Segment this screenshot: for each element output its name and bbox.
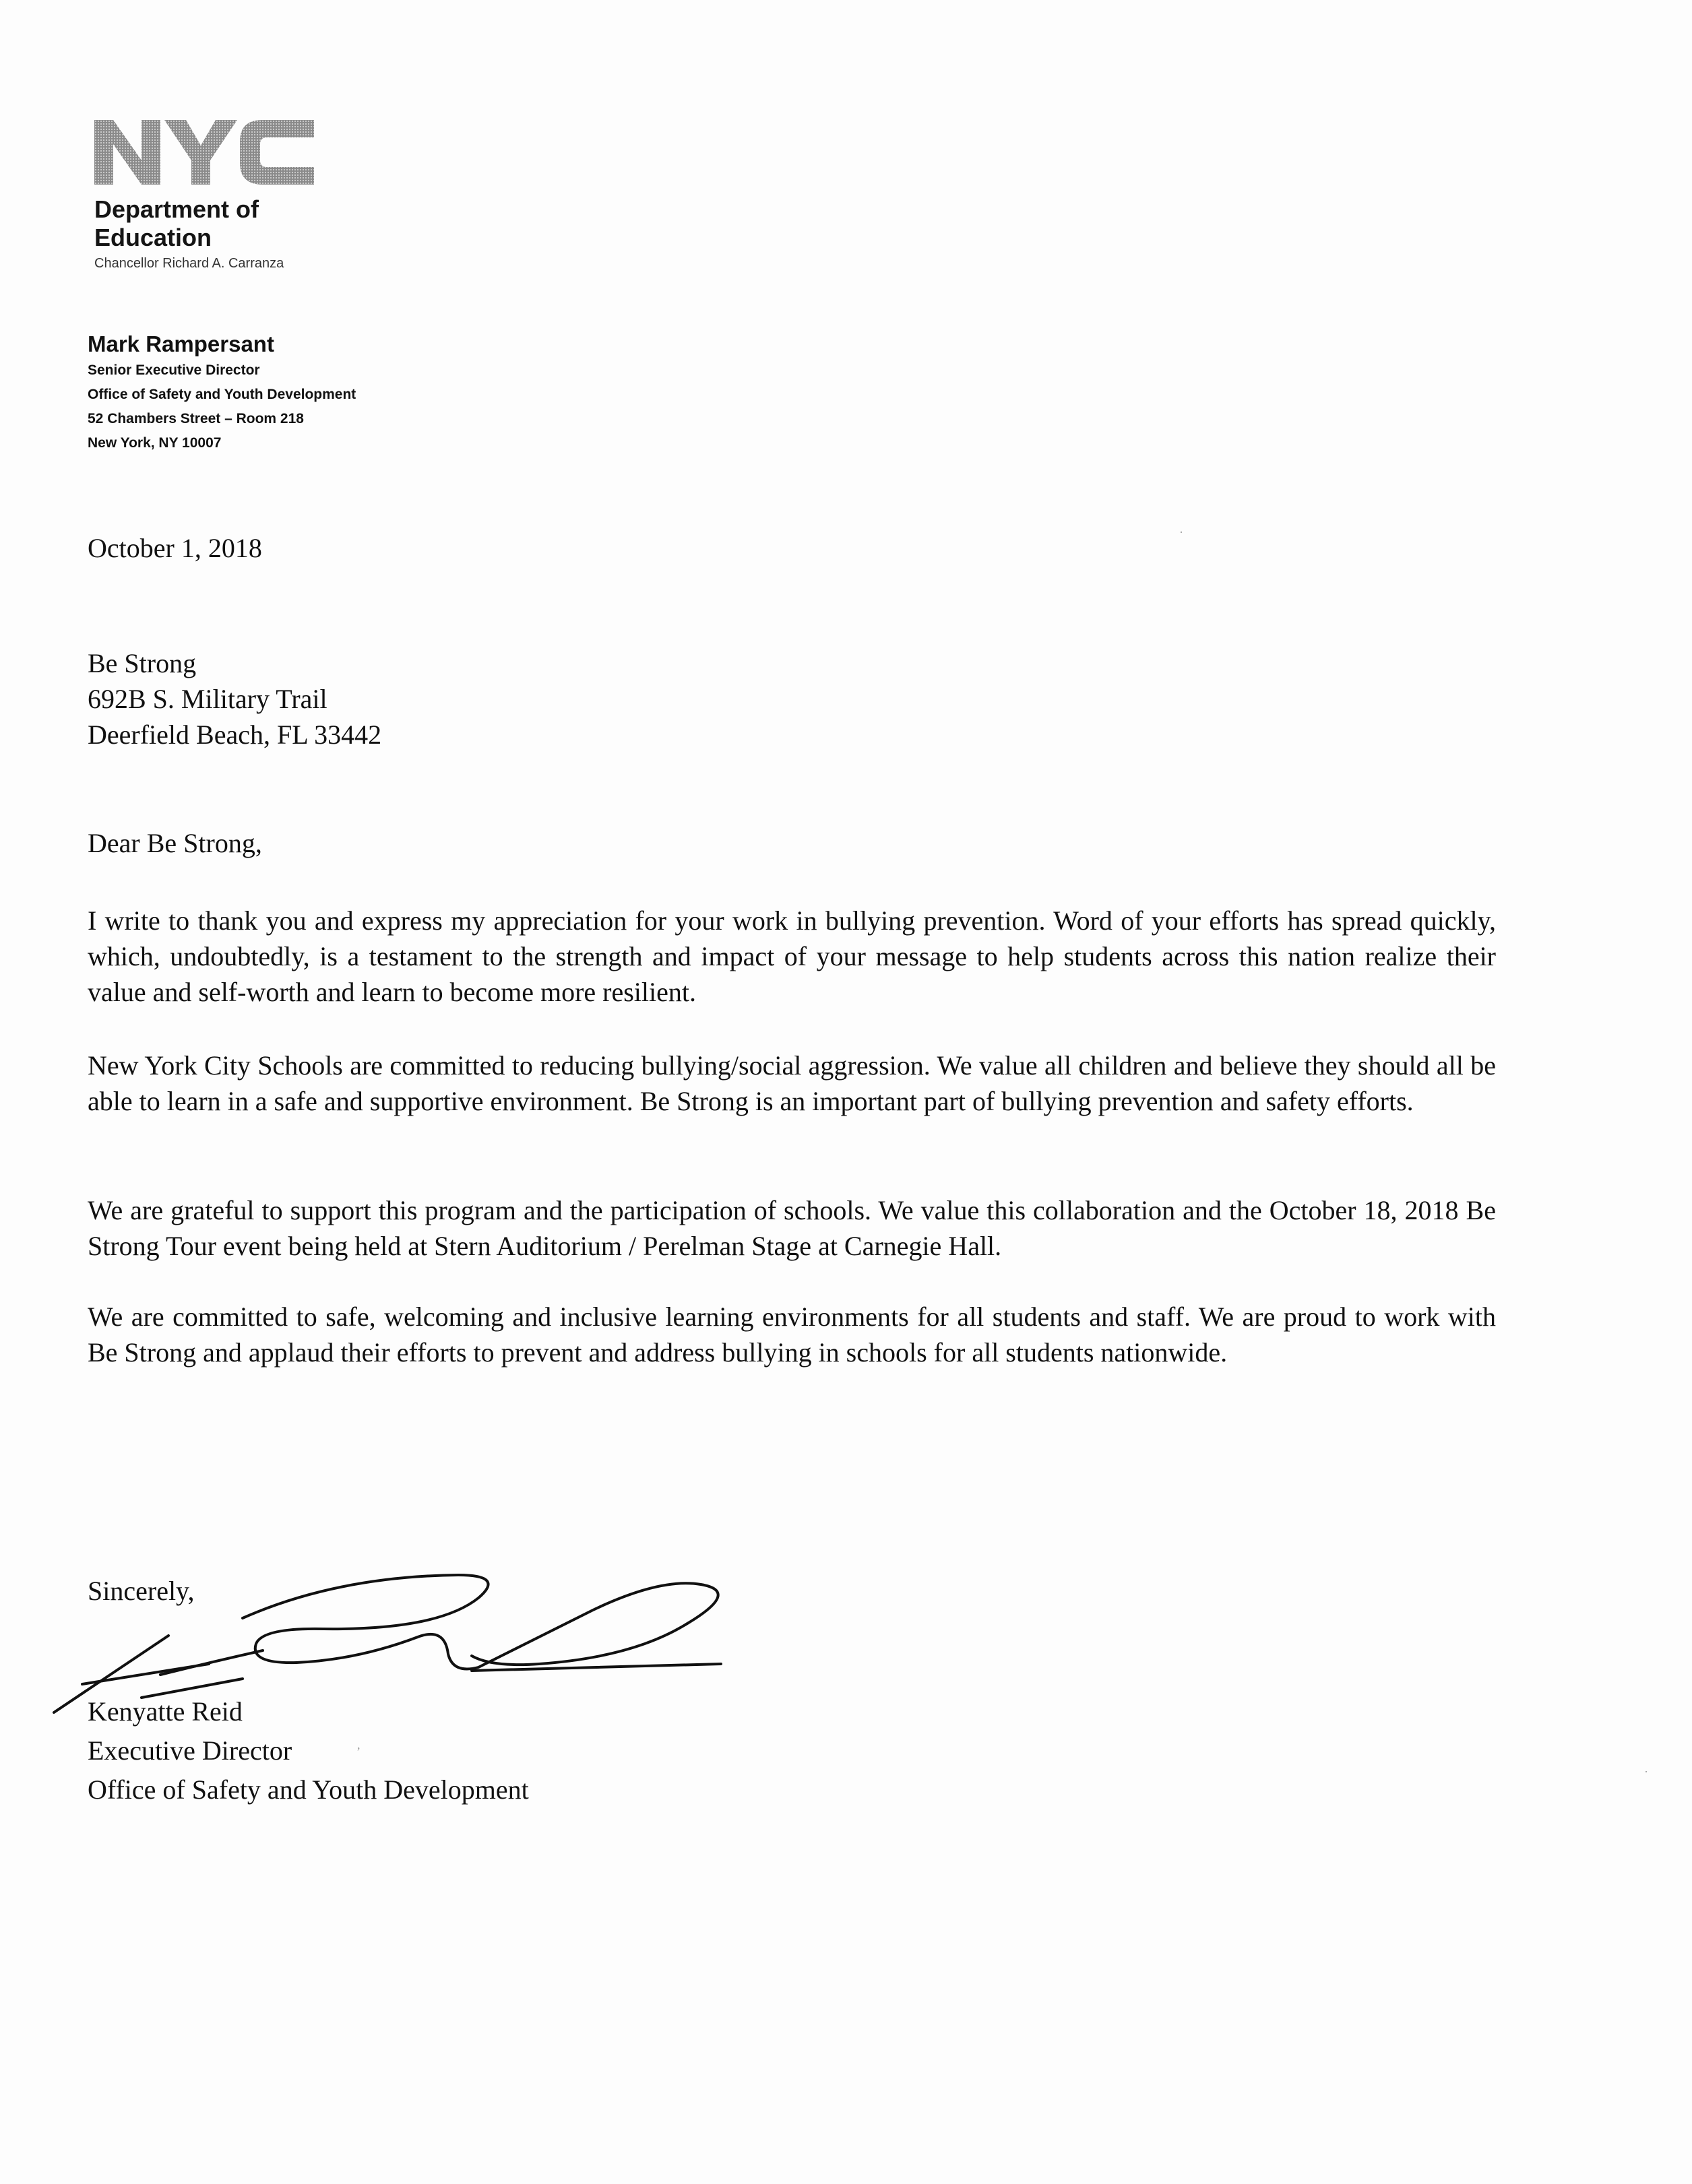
salutation: Dear Be Strong,: [88, 828, 262, 858]
body-paragraph: I write to thank you and express my appreciation for your work in bullying prevention. Word of your efforts has spread quickly, which, undoubtedly, is a testament to the strength and impact of your message to help students across this nation realize their value and self-worth and learn to become more resilient.: [88, 905, 1496, 1007]
nyc-logo: [94, 115, 317, 189]
department-name: [94, 195, 259, 252]
scan-speck: ·: [1179, 525, 1183, 539]
scan-speck: ·: [1644, 1765, 1648, 1778]
closing: Sincerely,: [88, 1576, 195, 1606]
recipient-block: [88, 645, 381, 752]
sender-address-2: New York, NY 10007: [88, 435, 222, 451]
body-paragraph: New York City Schools are committed to reducing bullying/social aggression. We value all children and believe they should all be able to learn in a safe and supportive environment. Be Strong is an important part of bullying prevention and safety efforts.: [88, 1050, 1496, 1116]
sender-block: [88, 330, 356, 455]
sender-address-1: 52 Chambers Street – Room 218: [88, 411, 304, 426]
body-paragraph: We are committed to safe, welcoming and inclusive learning environments for all students and staff. We are proud to work with Be Strong and applaud their efforts to prevent and address bullying in schools for all students nationwide.: [88, 1302, 1496, 1368]
scan-speck: ,: [357, 1738, 361, 1752]
sender-name: Mark Rampersant: [88, 331, 274, 356]
recipient-address-2: Deerfield Beach, FL 33442: [88, 719, 382, 750]
body-paragraph: We are grateful to support this program and the participation of schools. We value this collaboration and the October 18, 2018 Be Strong Tour event being held at Stern Auditorium / Perelman Stage at Carnegie Hall.: [88, 1195, 1496, 1261]
recipient-name: Be Strong: [88, 648, 197, 678]
chancellor-line: Chancellor Richard A. Carranza: [94, 256, 284, 271]
letter-date: October 1, 2018: [88, 533, 262, 563]
signer-name: Kenyatte Reid: [88, 1696, 243, 1727]
department-line-2: Education: [94, 224, 212, 251]
sender-office: Office of Safety and Youth Development: [88, 387, 356, 402]
recipient-address-1: 692B S. Military Trail: [88, 684, 327, 714]
signer-title: Executive Director: [88, 1735, 292, 1766]
department-line-1: Department of: [94, 195, 259, 223]
signer-office: Office of Safety and Youth Development: [88, 1774, 529, 1805]
signer-block: [88, 1692, 529, 1809]
sender-title: Senior Executive Director: [88, 362, 260, 378]
